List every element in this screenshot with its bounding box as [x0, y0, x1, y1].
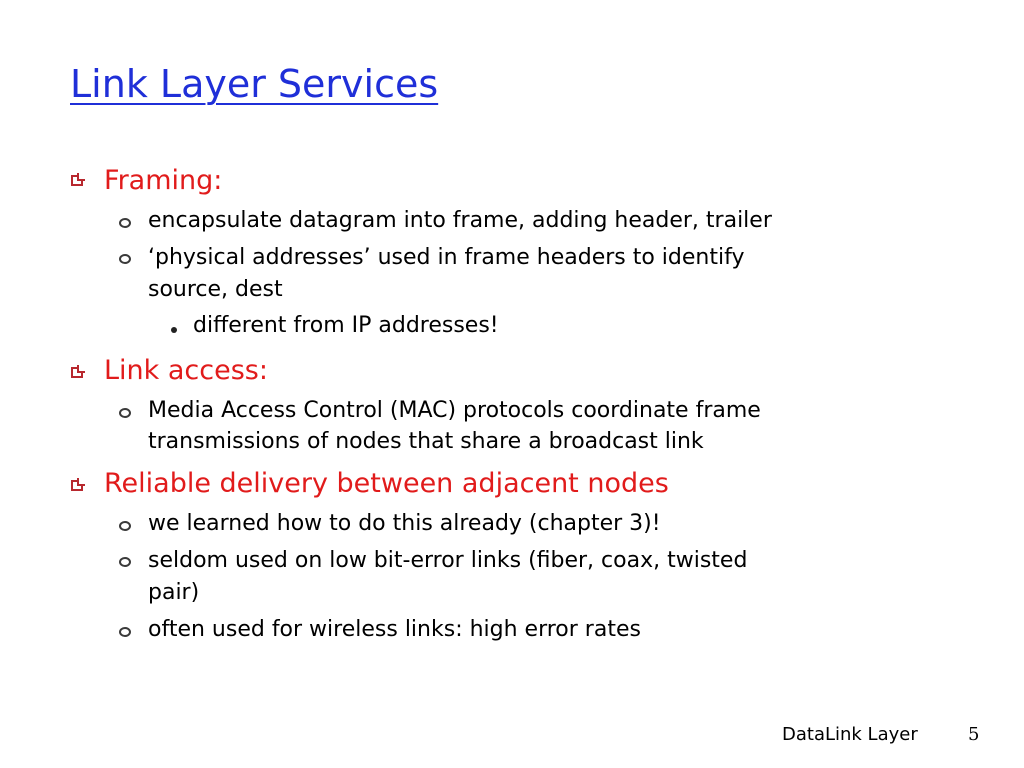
circle-bullet-icon [119, 408, 131, 418]
section-heading-link-access: Link access: [104, 355, 268, 386]
point-seldom-used-line-1: seldom used on low bit-error links (fiber, coax, twisted [148, 548, 748, 573]
point-encapsulate: encapsulate datagram into frame, adding header, trailer [148, 208, 772, 233]
circle-bullet-icon [119, 254, 131, 264]
circle-bullet-icon [119, 218, 131, 228]
point-seldom-used-line-2: pair) [148, 580, 200, 605]
point-physical-addresses-line-2: source, dest [148, 277, 283, 302]
footer-label: DataLink Layer [782, 724, 918, 745]
point-physical-addresses-line-1: ‘physical addresses’ used in frame headers to identify [148, 245, 745, 270]
box-bullet-icon [71, 367, 83, 378]
circle-bullet-icon [119, 521, 131, 531]
point-mac-line-1: Media Access Control (MAC) protocols coordinate frame [148, 398, 761, 423]
subpoint-ip-addresses: different from IP addresses! [193, 313, 499, 338]
slide-title: Link Layer Services [70, 62, 439, 106]
section-heading-reliable-delivery: Reliable delivery between adjacent nodes [104, 468, 669, 499]
circle-bullet-icon [119, 557, 131, 567]
circle-bullet-icon [119, 627, 131, 637]
box-bullet-icon [71, 175, 83, 186]
page-number: 5 [968, 724, 980, 745]
dot-bullet-icon [171, 327, 177, 333]
section-heading-framing: Framing: [104, 165, 223, 196]
point-mac-line-2: transmissions of nodes that share a broadcast link [148, 429, 704, 454]
box-bullet-icon [71, 480, 83, 491]
point-wireless: often used for wireless links: high error rates [148, 617, 641, 642]
point-learned: we learned how to do this already (chapter 3)! [148, 511, 661, 536]
